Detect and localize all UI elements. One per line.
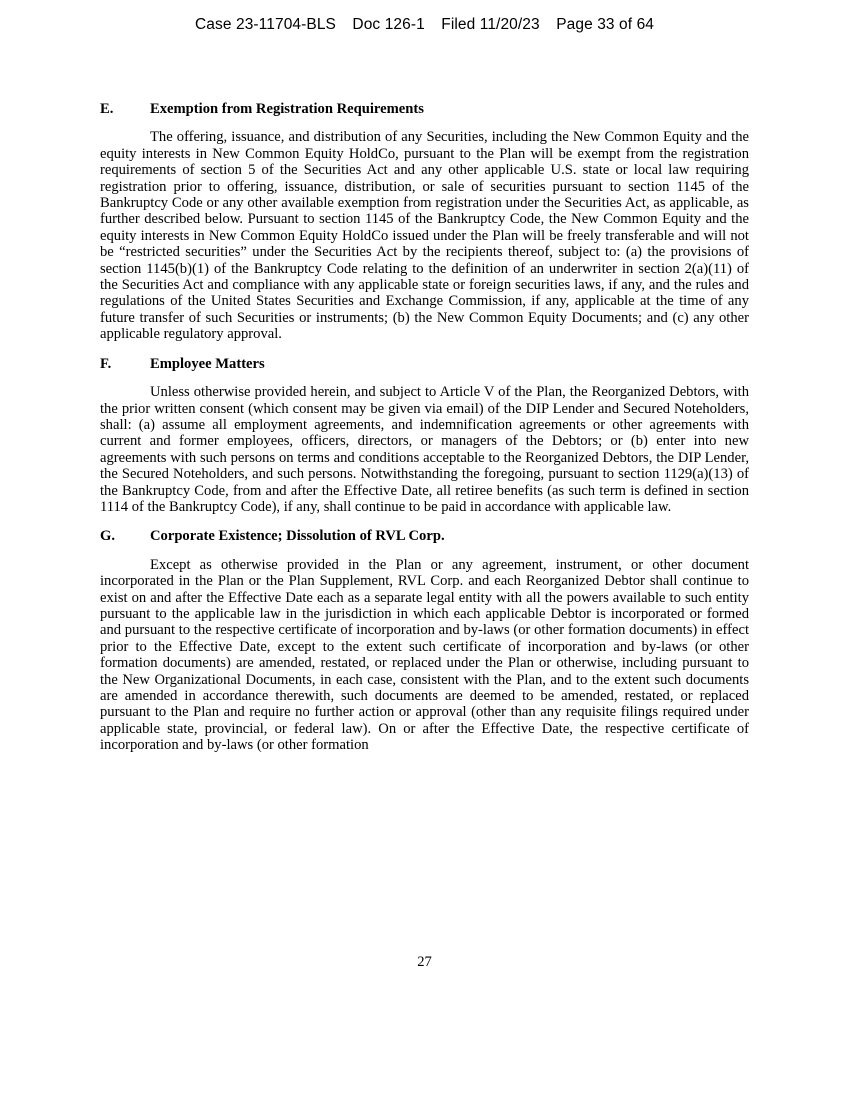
section-title: Employee Matters <box>150 355 265 372</box>
section-letter: G. <box>100 528 115 545</box>
section-title: Corporate Existence; Dissolution of RVL Corp. <box>150 528 445 545</box>
section-paragraph: The offering, issuance, and distribution of any Securities, including the New Common Equity and the equity interests in New Common Equity HoldCo, pursuant to the Plan will be exempt from the registration requirements of section 5 of the Securities Act and any other applicable U.S. state or local law requiring registration prior to offering, issuance, distribution, or sale of securities pursuant to section 1145 of the Bankruptcy Code or any other available exemption from registration under the Securities Act, as applicable, as further described below. Pursuant to section 1145 of the Bankruptcy Code, the New Common Equity and the equity interests in New Common Equity HoldCo issued under the Plan will be freely transferable and will not be “restricted securities” under the Securities Act by the recipients thereof, subject to: (a) the provisions of section 1145(b)(1) of the Bankruptcy Code relating to the definition of an underwriter in section 2(a)(11) of the Securities Act and compliance with any applicable state or foreign securities laws, if any, and the rules and regulations of the United States Securities and Exchange Commission, if any, applicable at the time of any future transfer of such Securities or instruments; (b) the New Common Equity Documents; and (c) any other applicable regulatory approval. <box>100 129 749 343</box>
doc-number: Doc 126-1 <box>352 16 425 33</box>
section-g <box>100 528 749 753</box>
section-f <box>100 356 749 516</box>
page-count: Page 33 of 64 <box>556 16 655 33</box>
page-number: 27 <box>417 954 432 970</box>
filed-date: Filed 11/20/23 <box>441 16 540 33</box>
section-title: Exemption from Registration Requirements <box>150 101 424 117</box>
section-heading <box>100 528 749 544</box>
case-header <box>0 16 849 34</box>
section-heading <box>100 101 749 117</box>
section-paragraph: Except as otherwise provided in the Plan or any agreement, instrument, or other document incorporated in the Plan or the Plan Supplement, RVL Corp. and each Reorganized Debtor shall continue to exist on and after the Effective Date each as a separate legal entity with all the powers available to such entity pursuant to the applicable law in the jurisdiction in which each applicable Debtor is incorporated or formed and pursuant to the respective certificate of incorporation and by-laws (or other formation documents) in effect prior to the Effective Date, except to the extent such certificate of incorporation and by-laws (or other formation documents) are amended, restated, or replaced under the Plan or otherwise, including pursuant to the New Organizational Documents, in each case, consistent with the Plan, and to the extent such documents are amended in accordance therewith, such documents are deemed to be amended, restated, or replaced pursuant to the Plan and require no further action or approval (other than any requisite filings required under applicable state, provincial, or federal law). On or after the Effective Date, the respective certificate of incorporation and by-laws (or other formation <box>100 556 749 754</box>
section-paragraph: Unless otherwise provided herein, and subject to Article V of the Plan, the Reorganized Debtors, with the prior written consent (which consent may be given via email) of the DIP Lender and Secured Noteholders, shall: (a) assume all employment agreements, and indemnification agreements or other agreements with current and former employees, officers, directors, or managers of the Debtors; or (b) enter into new agreements with such persons on terms and conditions acceptable to the Reorganized Debtors, the DIP Lender, the Secured Noteholders, and such persons. Notwithstanding the foregoing, pursuant to section 1129(a)(13) of the Bankruptcy Code, from and after the Effective Date, all retiree benefits (as such term is defined in section 1114 of the Bankruptcy Code), if any, shall continue to be paid in accordance with applicable law. <box>100 384 749 515</box>
case-number: Case 23-11704-BLS <box>194 16 336 33</box>
section-letter: E. <box>100 101 114 117</box>
document-body <box>100 101 749 767</box>
section-heading <box>100 356 749 372</box>
section-e <box>100 101 749 343</box>
section-letter: F. <box>100 355 112 372</box>
